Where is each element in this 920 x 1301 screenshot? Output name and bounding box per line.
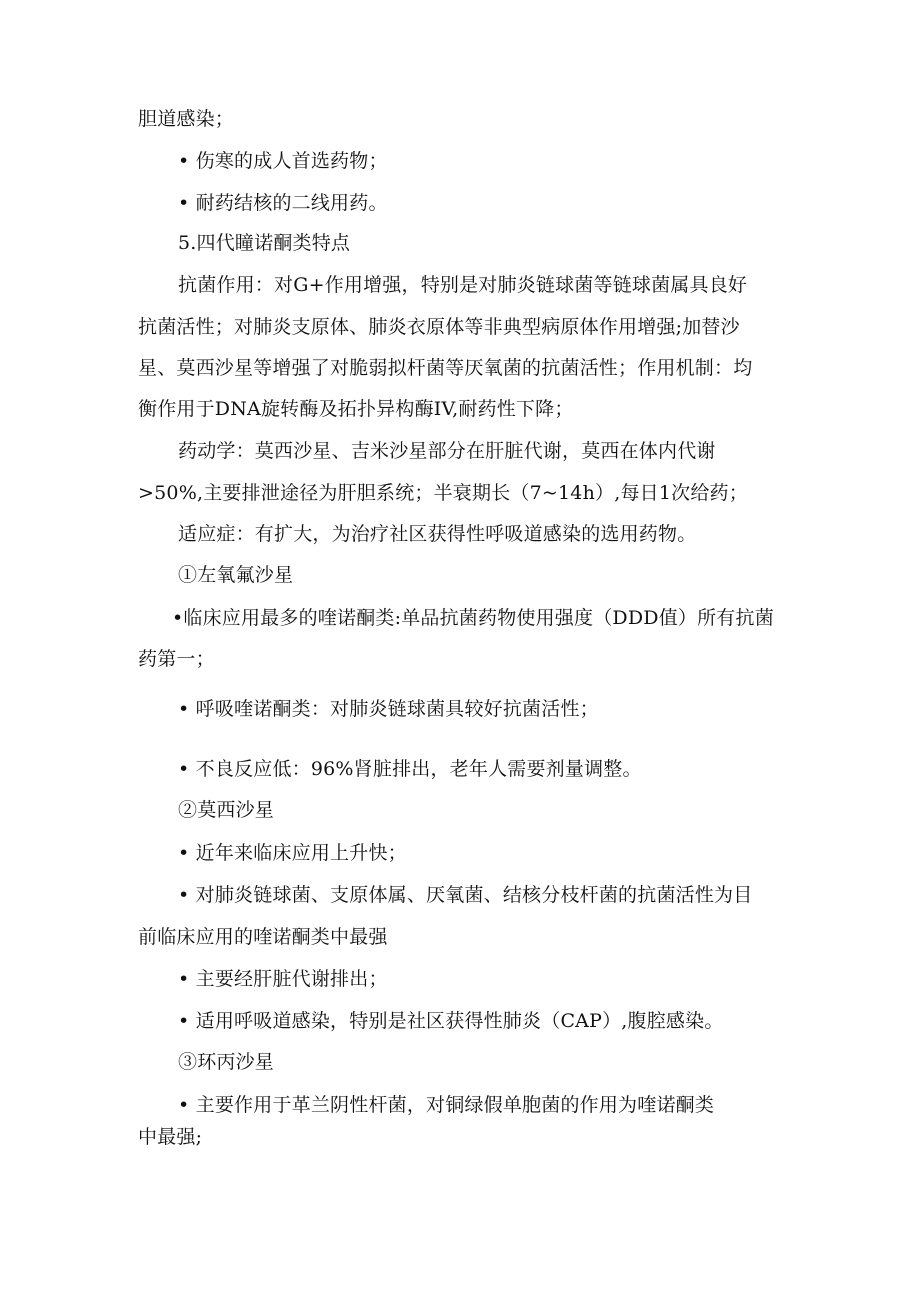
bullet-item: • 呼吸喹诺酮类：对肺炎链球菌具较好抗菌活性； xyxy=(178,698,599,720)
bullet-item: • 主要作用于革兰阴性杆菌，对铜绿假单胞菌的作用为喹诺酮类 xyxy=(178,1094,715,1116)
section-heading: 5.四代瞳诺酮类特点 xyxy=(178,232,351,254)
bullet-item: • 耐药结核的二线用药。 xyxy=(178,192,388,214)
paragraph-line: 抗菌作用：对G+作用增强，特别是对肺炎链球菌等链球菌属具良好 xyxy=(178,274,748,296)
paragraph-line: 星、莫西沙星等增强了对脆弱拟杆菌等厌氧菌的抗菌活性；作用机制：均 xyxy=(138,357,753,379)
subheading: ②莫西沙星 xyxy=(178,799,275,821)
paragraph-line: 药动学：莫西沙星、吉米沙星部分在肝脏代谢，莫西在体内代谢 xyxy=(178,440,716,462)
bullet-item: • 对肺炎链球菌、支原体属、厌氧菌、结核分枝杆菌的抗菌活性为目 xyxy=(178,884,753,906)
bullet-continuation: 前临床应用的喹诺酮类中最强 xyxy=(138,926,388,948)
paragraph-line: 适应症：有扩大，为治疗社区获得性呼吸道感染的选用药物。 xyxy=(178,523,697,545)
text-line: 胆道感染； xyxy=(138,108,235,130)
paragraph-line: 抗菌活性；对肺炎支原体、肺炎衣原体等非典型病原体作用增强;加替沙 xyxy=(138,316,740,338)
bullet-item: • 适用呼吸道感染，特别是社区获得性肺炎（CAP）,腹腔感染。 xyxy=(178,1010,724,1032)
bullet-item: • 主要经肝脏代谢排出； xyxy=(178,968,388,990)
bullet-item: • 不良反应低：96%肾脏排出，老年人需要剂量调整。 xyxy=(178,758,642,780)
bullet-item: •临床应用最多的喹诺酮类:单品抗菌药物使用强度（DDD值）所有抗菌 xyxy=(172,607,774,629)
bullet-continuation: 中最强; xyxy=(138,1126,203,1148)
paragraph-line: 衡作用于DNA旋转酶及拓扑异构酶IV,耐药性下降； xyxy=(138,398,574,420)
bullet-item: • 近年来临床应用上升快； xyxy=(178,842,407,864)
bullet-item: • 伤寒的成人首选药物； xyxy=(178,150,388,172)
bullet-continuation: 药第一； xyxy=(138,648,215,670)
paragraph-line: >50%,主要排泄途径为肝胆系统；半衰期长（7~14h）,每日1次给药； xyxy=(138,482,748,504)
subheading: ①左氧氟沙星 xyxy=(178,564,294,586)
subheading: ③环丙沙星 xyxy=(178,1051,275,1073)
